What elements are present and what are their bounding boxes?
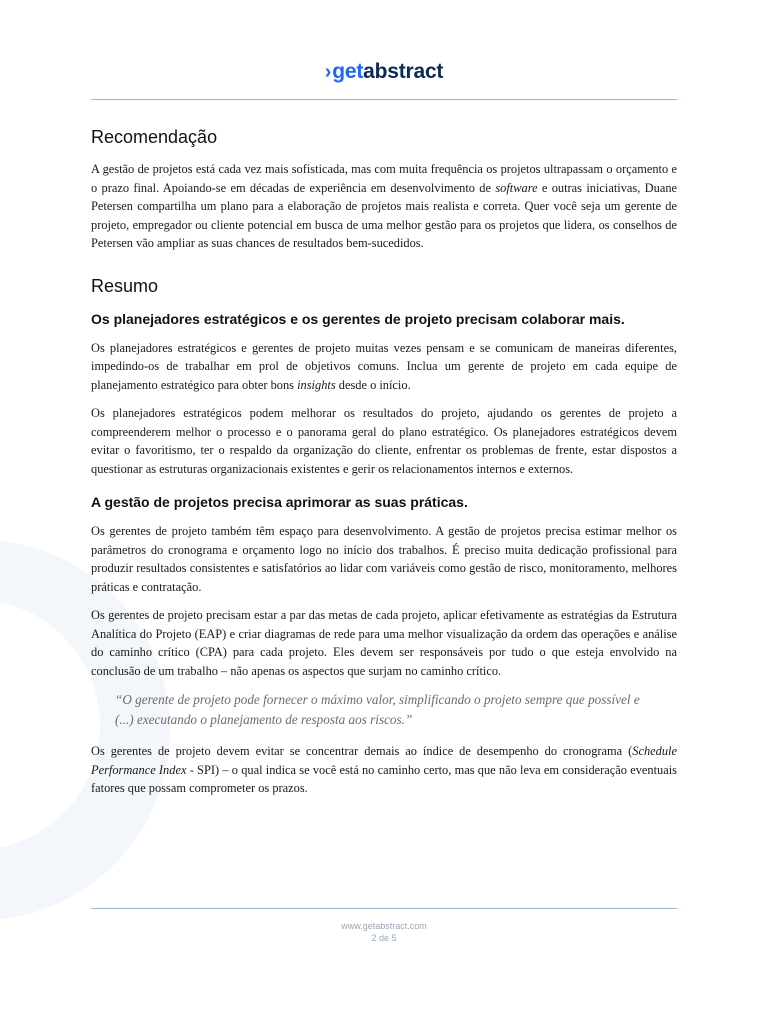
paragraph-spi: Os gerentes de projeto devem evitar se concentrar demais ao índice de desempenho do cronograma (Schedule Performance Index - SPI) – o qual indica se você está no caminho certo, mas que não leva em consideração eventuais fatores que possam comprometer os prazos.	[91, 744, 677, 795]
paragraph-desenvolvimento: Os gerentes de projeto também têm espaço para desenvolvimento. A gestão de projetos precisa estimar melhor os parâmetros do cronograma e orçamento logo no início dos trabalhos. É preciso muita dedicação profissional para produzir resultados consistentes e satisfatórios ao lidar com variáveis como gestão de risco, monitoramento, melhores práticas e contratação.	[91, 524, 677, 594]
paragraph-resultados: Os planejadores estratégicos podem melhorar os resultados do projeto, ajudando os gerentes de projeto a compreenderem melhor o processo e o panorama geral do plano estratégico. Os planejadores estratégicos devem evitar o favoritismo, ter o respaldo da organização do cliente, enfrentar os problemas de frente, estar dispostos a questionar as estruturas organizacionais existentes e gerir os relacionamentos internos e externos.	[91, 406, 677, 476]
subheading-colaborar: Os planejadores estratégicos e os gerentes de projeto precisam colaborar mais.	[91, 310, 625, 327]
pull-quote: “O gerente de projeto pode fornecer o máximo valor, simplificando o projeto sempre que possível e (...) executando o planejamento de resposta aos riscos.”	[115, 692, 640, 727]
logo-get-text: get	[332, 60, 364, 83]
paragraph-planejadores: Os planejadores estratégicos e gerentes de projeto muitas vezes pensam e se comunicam de maneiras diferentes, impedindo-os de trabalhar em prol de objetivos comuns. Inclua um gerente de projeto em cada equipe de planejamento estratégico para obter bons insights desde o início.	[91, 340, 677, 392]
recomendacao-heading: Recomendação	[91, 127, 218, 147]
footer-url[interactable]: www.getabstract.com	[341, 921, 427, 931]
page-footer	[0, 920, 768, 944]
paragraph-metas: Os gerentes de projeto precisam estar a par das metas de cada projeto, aplicar efetivamente as estratégias da Estrutura Analítica do Projeto (EAP) e criar diagramas de rede para uma melhor visualização da ordem das operações e análise do caminho crítico (CPA) para cada projeto. Eles devem ser responsáveis por tudo o que esteja envolvido na conclusão de um trabalho – não apenas os aspectos que surjam no caminho crítico.	[91, 608, 677, 678]
footer-divider	[91, 908, 677, 909]
recomendacao-paragraph: A gestão de projetos está cada vez mais sofisticada, mas com muita frequência os projetos ultrapassam o orçamento e o prazo final. Apoiando-se em décadas de experiência em desenvolvimento de software e outras iniciativas, Duane Petersen compartilha um plano para a elaboração de projetos mais realista e correta. Quer você seja um gerente de projeto, empregador ou cliente potencial em busca de uma melhor gestão para os projetos que lidera, os conselhos de Petersen vão ampliar as suas chances de resultados bem-sucedidos.	[91, 162, 678, 250]
subheading-praticas: A gestão de projetos precisa aprimorar as suas práticas.	[91, 494, 468, 510]
footer-page-number: 2 de 5	[371, 933, 397, 943]
getabstract-logo[interactable]	[0, 60, 768, 84]
resumo-heading: Resumo	[91, 275, 159, 296]
logo-abstract-text: abstract	[363, 60, 444, 83]
logo-chevron-icon: ›	[324, 61, 332, 83]
document-body	[91, 124, 677, 808]
header-divider	[91, 99, 677, 100]
